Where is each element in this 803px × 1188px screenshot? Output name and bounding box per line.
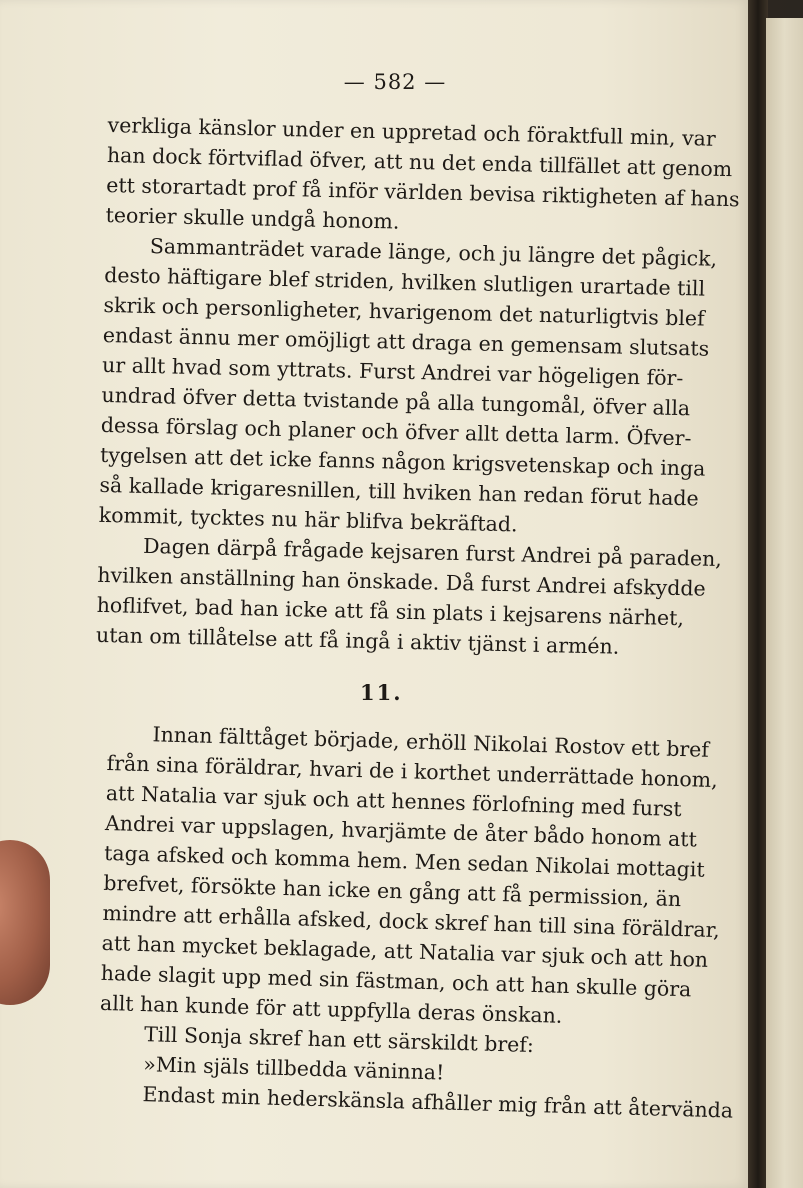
- text-line: taga afsked och komma hem. Men sedan Nikolai mottagit: [103, 840, 705, 882]
- text-line: hoflifvet, bad han icke att få sin plats i kejsarens närhet,: [96, 592, 685, 631]
- paragraph-start: Dagen därpå frågade kejsaren furst Andrei på paraden,: [142, 533, 723, 572]
- text-line: hade slagit upp med sin fästman, och att han skulle göra: [100, 960, 692, 1002]
- paragraph-start: Endast min hederskänsla afhåller mig från att återvända: [142, 1082, 734, 1123]
- book-gutter: [748, 0, 768, 1188]
- text-block-1: [95, 110, 740, 663]
- text-line: skrik och personligheter, hvarigenom det naturligtvis blef: [103, 292, 705, 331]
- text-line: desto häftigare blef striden, hvilken slutligen urartade till: [103, 262, 706, 301]
- text-line: verkliga känslor under en uppretad och föraktfull min, var: [107, 112, 716, 151]
- next-page-edge: [766, 18, 803, 1188]
- paragraph-start: Innan fälttåget började, erhöll Nikolai Rostov ett bref: [152, 722, 710, 762]
- text-line: mindre att erhålla afsked, dock skref han till sina föräldrar,: [102, 900, 721, 943]
- text-line: dessa förslag och planer och öfver allt detta larm. Öfver-: [100, 412, 692, 451]
- paragraph-start: Sammanträdet varade länge, och ju längre det pågick,: [149, 233, 718, 271]
- text-line: från sina föräldrar, hvari de i korthet underrättade honom,: [106, 750, 719, 793]
- text-line: att Natalia var sjuk och att hennes förlofning med furst: [105, 780, 682, 822]
- text-line: allt han kunde för att uppfylla deras önskan.: [99, 990, 563, 1028]
- text-line: ur allt hvad som yttrats. Furst Andrei var högeligen för-: [101, 352, 684, 391]
- text-line: tygelsen att det icke fanns någon krigsvetenskap och inga: [99, 442, 706, 481]
- text-line: kommit, tycktes nu här blifva bekräftad.: [98, 502, 518, 537]
- text-line: brefvet, försökte han icke en gång att få permission, än: [103, 870, 682, 912]
- text-block-2: [97, 718, 734, 1124]
- text-line: undrad öfver detta tvistande på alla tungomål, öfver alla: [101, 382, 691, 421]
- text-line: hvilken anställning han önskade. Då furst Andrei afskydde: [97, 562, 706, 601]
- page-number: — 582 —: [343, 70, 447, 94]
- text-line: så kallade krigaresnillen, till hviken han redan förut hade: [99, 472, 699, 511]
- text-line: teorier skulle undgå honom.: [105, 202, 400, 234]
- paragraph-start: Till Sonja skref han ett särskildt bref:: [143, 1022, 535, 1058]
- thumb: [0, 840, 50, 1005]
- text-line: utan om tillåtelse att få ingå i aktiv tjänst i armén.: [95, 622, 620, 659]
- text-line: han dock förtviflad öfver, att nu det enda tillfället att genom: [106, 142, 733, 182]
- text-line: ett storartadt prof få inför världen bevisa riktigheten af hans: [106, 172, 740, 212]
- text-line: endast ännu mer omöjligt att draga en gemensam slutsats: [102, 322, 710, 361]
- text-line: att han mycket beklagade, att Natalia var sjuk och att hon: [101, 930, 709, 972]
- chapter-heading: 11.: [360, 680, 403, 705]
- text-line: Andrei var uppslagen, hvarjämte de åter bådo honom att: [104, 810, 698, 852]
- letter-salutation: »Min själs tillbedda väninna!: [143, 1052, 445, 1085]
